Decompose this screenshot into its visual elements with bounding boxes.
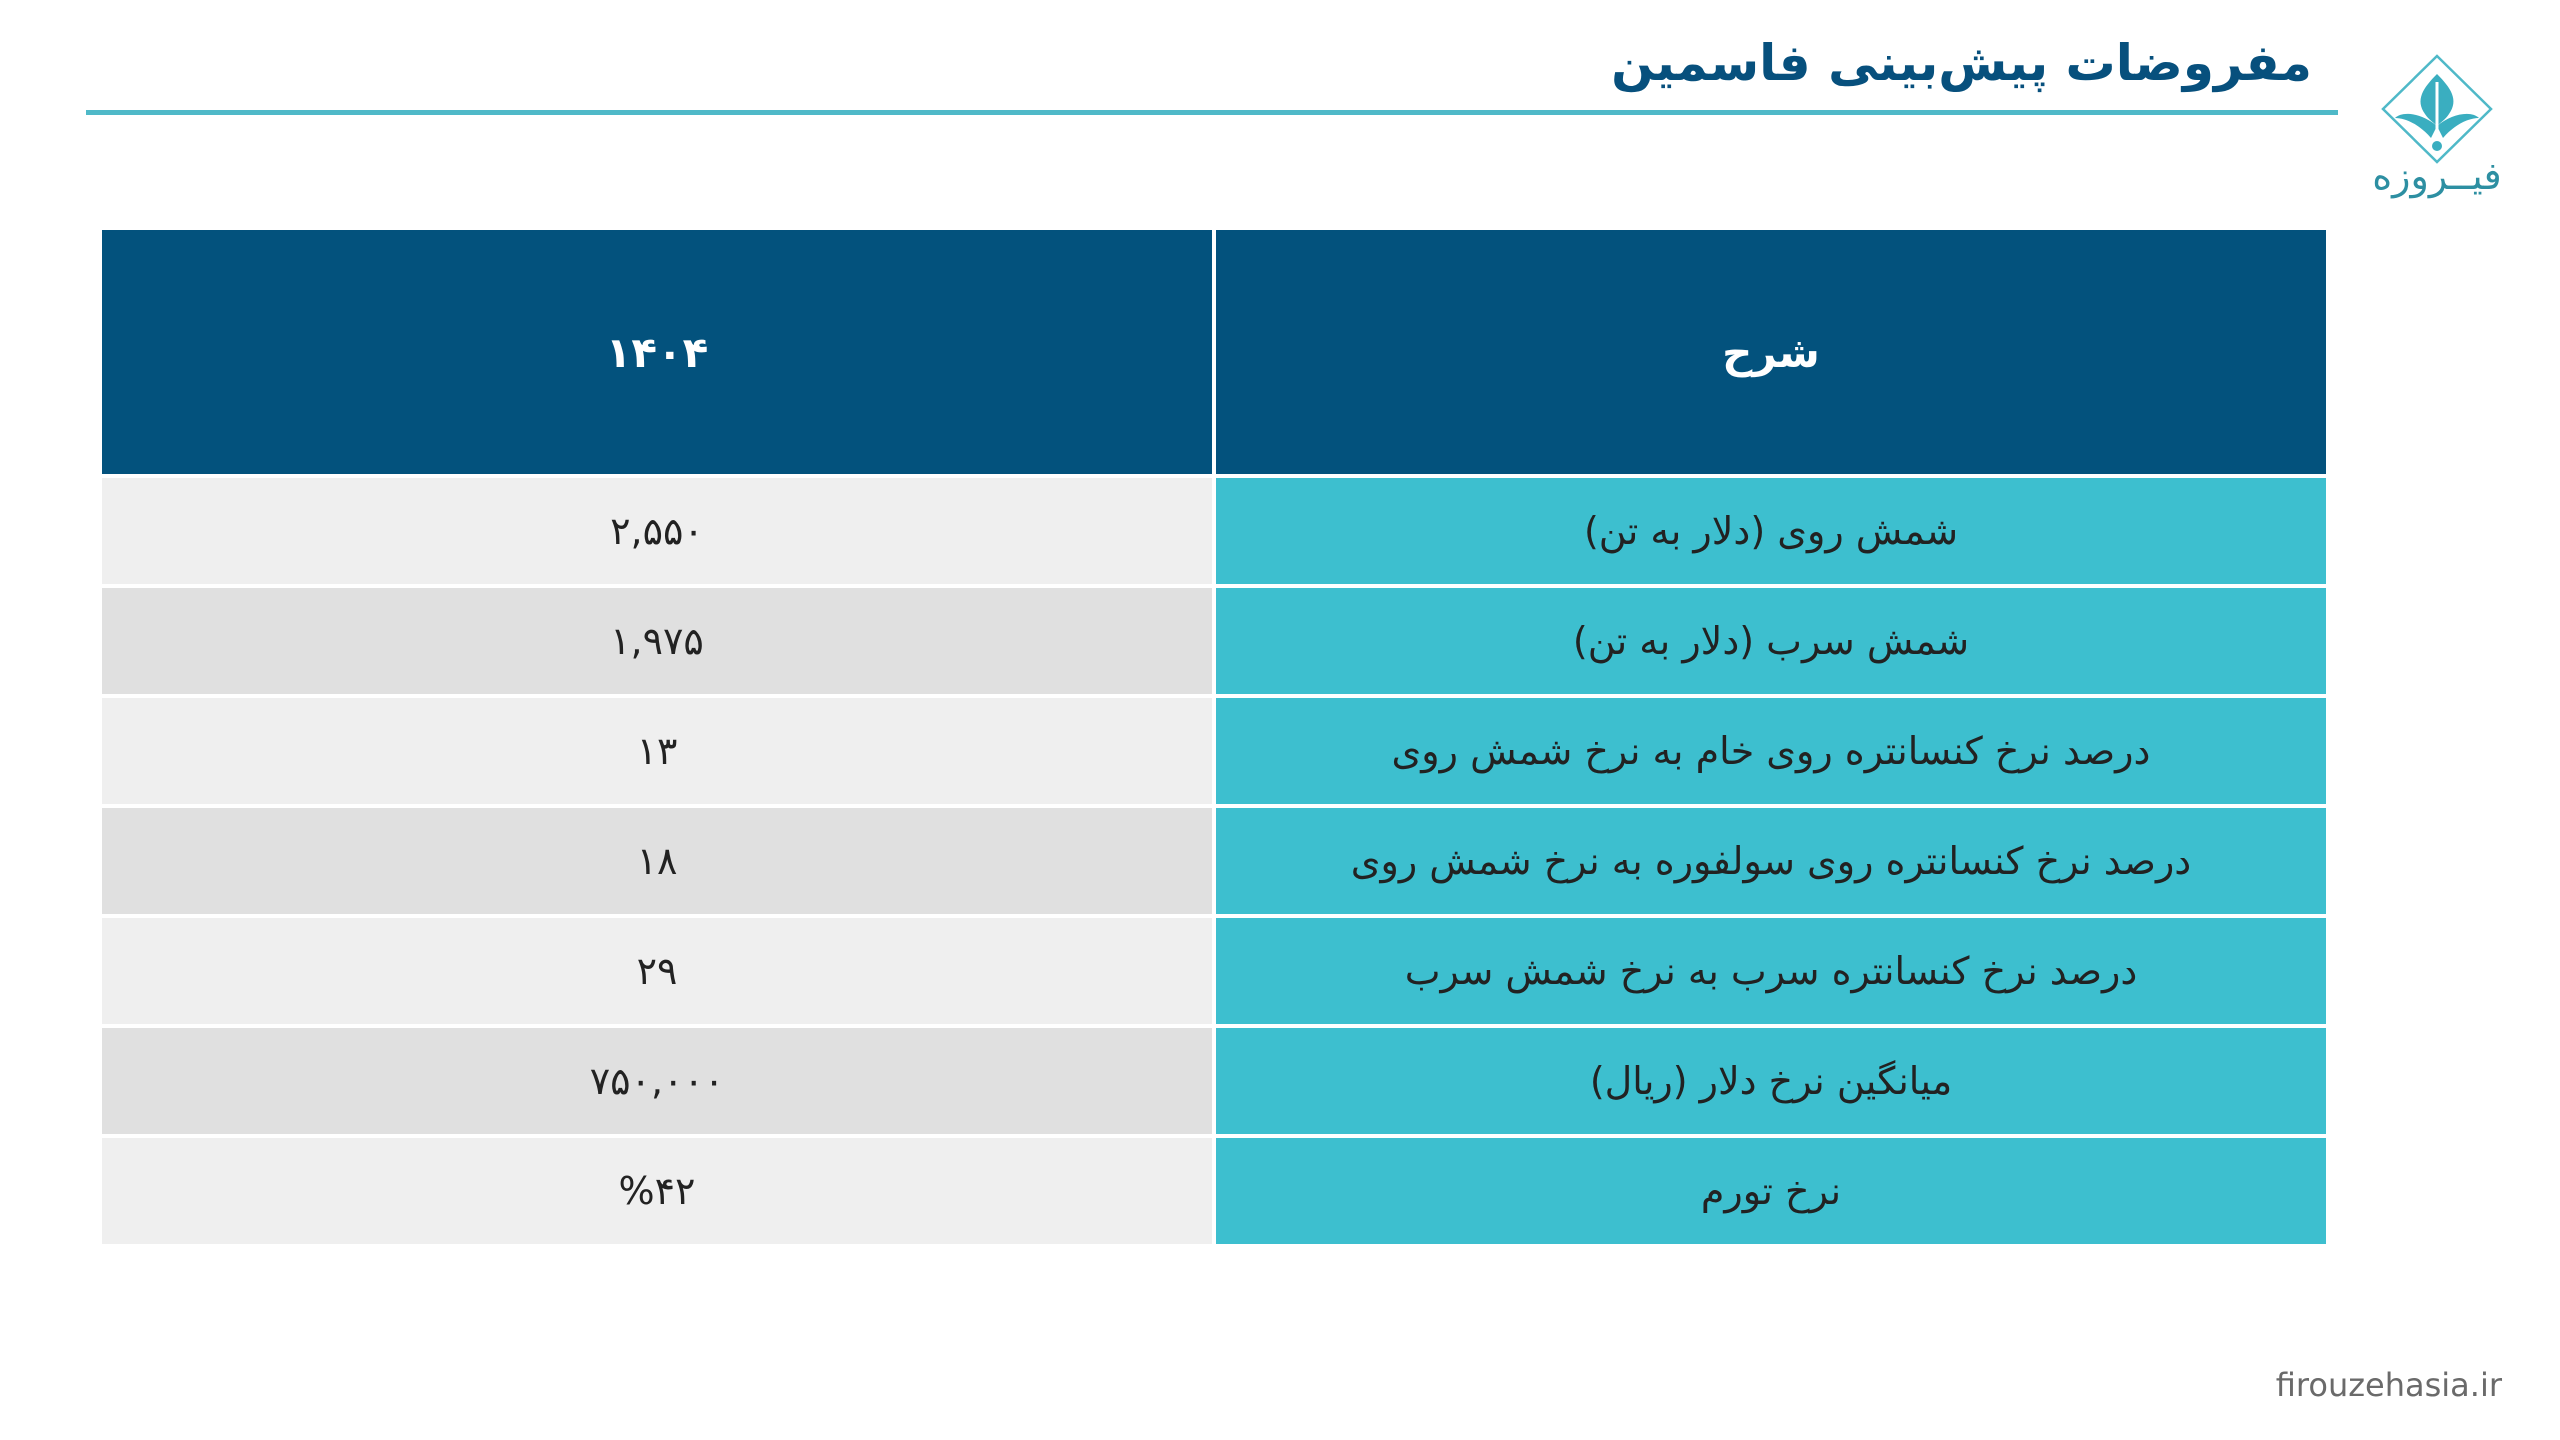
table-row [100,806,2328,916]
header-year: ۱۴۰۴ [100,228,1214,476]
row-value: ۷۵۰,۰۰۰ [100,1026,1214,1136]
assumptions-table [98,226,2330,1248]
title-divider [86,110,2338,115]
row-value: %۴۲ [100,1136,1214,1246]
table-row [100,916,2328,1026]
table-row [100,586,2328,696]
row-description: نرخ تورم [1214,1136,2328,1246]
table-header-row [100,228,2328,476]
row-value: ۲,۵۵۰ [100,476,1214,586]
page-title: مفروضات پیش‌بینی فاسمین [1611,34,2312,92]
table-row [100,696,2328,806]
row-description: درصد نرخ کنسانتره سرب به نرخ شمش سرب [1214,916,2328,1026]
row-description: درصد نرخ کنسانتره روی خام به نرخ شمش روی [1214,696,2328,806]
row-description: شمش سرب (دلار به تن) [1214,586,2328,696]
row-value: ۱۳ [100,696,1214,806]
row-value: ۱۸ [100,806,1214,916]
table-row [100,1136,2328,1246]
row-value: ۱,۹۷۵ [100,586,1214,696]
row-value: ۲۹ [100,916,1214,1026]
firouzeh-logo-icon [2379,54,2495,164]
table-row [100,476,2328,586]
header-description: شرح [1214,228,2328,476]
logo-text: فیــروزه [2372,154,2502,198]
row-description: درصد نرخ کنسانتره روی سولفوره به نرخ شمش روی [1214,806,2328,916]
footer-website[interactable]: firouzehasia.ir [2275,1366,2502,1404]
table-row [100,1026,2328,1136]
logo [2372,54,2502,214]
row-description: شمش روی (دلار به تن) [1214,476,2328,586]
row-description: میانگین نرخ دلار (ریال) [1214,1026,2328,1136]
